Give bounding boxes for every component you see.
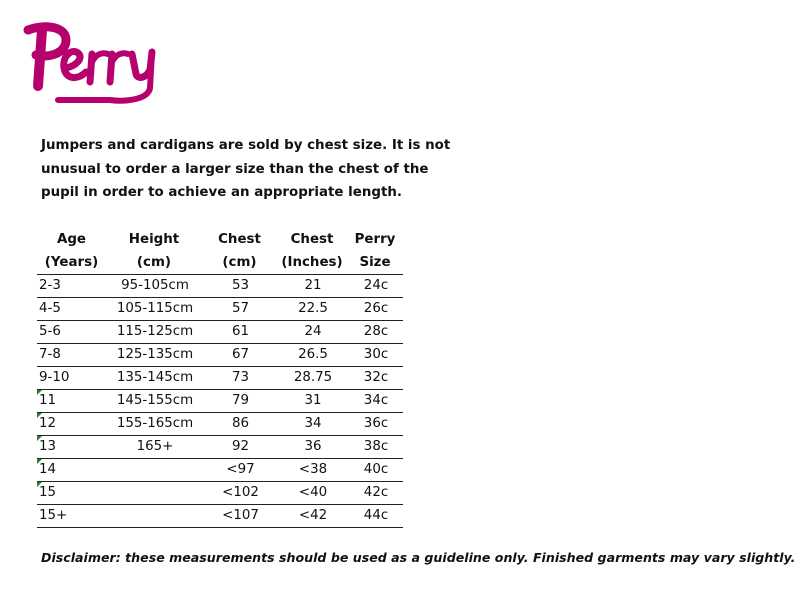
perry-size-cell: 28c <box>347 321 403 344</box>
header-row-2 <box>37 251 403 275</box>
table-row <box>37 275 403 298</box>
table-row <box>37 436 403 459</box>
height-cell <box>106 459 202 482</box>
size-table-body <box>37 275 403 528</box>
height-cell: 165+ <box>106 436 202 459</box>
header-chest-cm: Chest <box>218 232 261 247</box>
chest-inches-cell: 26.5 <box>277 344 347 367</box>
age-cell <box>37 459 106 482</box>
comment-flag-icon <box>37 482 42 487</box>
perry-size-cell: 26c <box>347 298 403 321</box>
table-row <box>37 321 403 344</box>
chest-cm-cell: 67 <box>202 344 277 367</box>
age-cell <box>37 390 106 413</box>
table-row <box>37 390 403 413</box>
age-value: 14 <box>39 462 57 477</box>
chest-cm-cell: 73 <box>202 367 277 390</box>
comment-flag-icon <box>37 390 42 395</box>
perry-size-cell: 44c <box>347 505 403 528</box>
chest-inches-cell: 36 <box>277 436 347 459</box>
size-table <box>37 228 403 528</box>
age-value: 11 <box>39 393 57 408</box>
perry-size-cell: 42c <box>347 482 403 505</box>
age-cell: 15+ <box>37 505 106 528</box>
header-chest-inches: Chest <box>290 232 334 247</box>
height-cell: 95-105cm <box>106 275 202 298</box>
header-height: Height <box>128 232 180 247</box>
chest-inches-cell: <42 <box>277 505 347 528</box>
age-cell: 9-10 <box>37 367 106 390</box>
table-row <box>37 367 403 390</box>
perry-size-cell: 36c <box>347 413 403 436</box>
height-cell: 145-155cm <box>106 390 202 413</box>
chest-cm-cell: 57 <box>202 298 277 321</box>
header-height-unit: (cm) <box>136 255 172 270</box>
perry-size-cell: 40c <box>347 459 403 482</box>
disclaimer-text: these measurements should be used as a guideline only. Finished garments may vary slightly. <box>120 550 796 565</box>
age-cell: 5-6 <box>37 321 106 344</box>
perry-size-cell: 24c <box>347 275 403 298</box>
size-table-header <box>37 228 403 275</box>
table-row <box>37 459 403 482</box>
table-row <box>37 505 403 528</box>
age-cell: 2-3 <box>37 275 106 298</box>
chest-inches-cell: 21 <box>277 275 347 298</box>
age-value: 12 <box>39 416 57 431</box>
age-value: 13 <box>39 439 57 454</box>
perry-size-cell: 32c <box>347 367 403 390</box>
chest-cm-cell: 92 <box>202 436 277 459</box>
chest-inches-cell: 28.75 <box>277 367 347 390</box>
header-chest-cm-unit: (cm) <box>222 255 257 270</box>
chest-inches-cell: <40 <box>277 482 347 505</box>
perry-size-cell: 38c <box>347 436 403 459</box>
table-row <box>37 482 403 505</box>
height-cell: 155-165cm <box>106 413 202 436</box>
chest-cm-cell: 86 <box>202 413 277 436</box>
header-perry-size-unit: Size <box>359 255 391 270</box>
comment-flag-icon <box>37 413 42 418</box>
header-row-1 <box>37 228 403 251</box>
table-row <box>37 344 403 367</box>
height-cell: 125-135cm <box>106 344 202 367</box>
age-cell <box>37 436 106 459</box>
height-cell <box>106 505 202 528</box>
disclaimer <box>41 550 795 565</box>
chest-inches-cell: <38 <box>277 459 347 482</box>
header-chest-inches-unit: (Inches) <box>281 255 343 270</box>
chest-inches-cell: 24 <box>277 321 347 344</box>
age-value: 15 <box>39 485 57 500</box>
perry-size-cell: 30c <box>347 344 403 367</box>
intro-text: Jumpers and cardigans are sold by chest size. It is not unusual to order a larger size than the chest of the pupil in order to achieve an appropriate length. <box>41 138 451 200</box>
comment-flag-icon <box>37 436 42 441</box>
height-cell: 115-125cm <box>106 321 202 344</box>
perry-logo <box>14 8 164 108</box>
perry-size-cell: 34c <box>347 390 403 413</box>
header-age: Age <box>56 232 87 247</box>
height-cell: 105-115cm <box>106 298 202 321</box>
chest-cm-cell: 53 <box>202 275 277 298</box>
table-row <box>37 413 403 436</box>
age-cell <box>37 482 106 505</box>
chest-cm-cell: <107 <box>202 505 277 528</box>
comment-flag-icon <box>37 459 42 464</box>
height-cell: 135-145cm <box>106 367 202 390</box>
height-cell <box>106 482 202 505</box>
chest-cm-cell: 61 <box>202 321 277 344</box>
header-perry-size: Perry <box>354 232 396 247</box>
age-cell <box>37 413 106 436</box>
chest-cm-cell: <97 <box>202 459 277 482</box>
age-cell: 4-5 <box>37 298 106 321</box>
chest-inches-cell: 22.5 <box>277 298 347 321</box>
disclaimer-label: Disclaimer: <box>41 550 121 565</box>
chest-inches-cell: 34 <box>277 413 347 436</box>
header-age-unit: (Years) <box>44 255 99 270</box>
chest-inches-cell: 31 <box>277 390 347 413</box>
chest-cm-cell: 79 <box>202 390 277 413</box>
age-cell: 7-8 <box>37 344 106 367</box>
chest-cm-cell: <102 <box>202 482 277 505</box>
table-row <box>37 298 403 321</box>
